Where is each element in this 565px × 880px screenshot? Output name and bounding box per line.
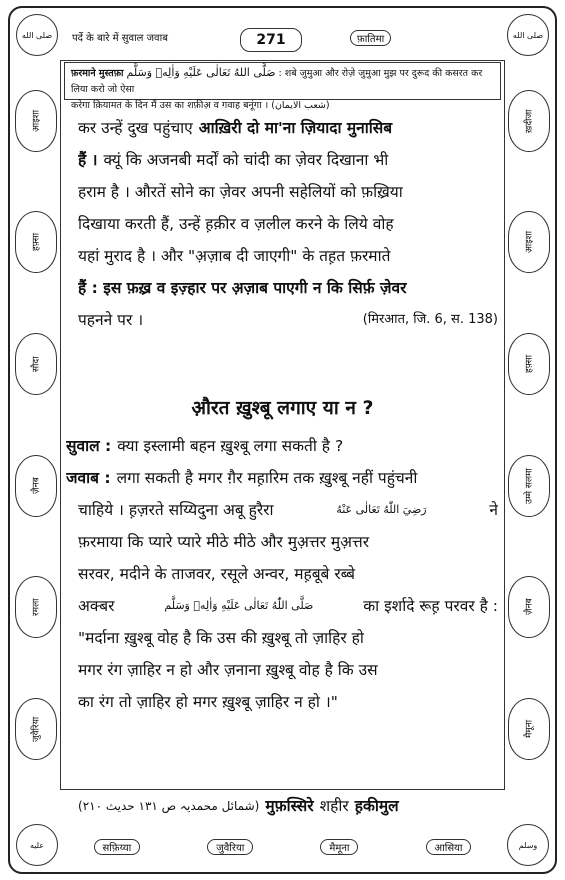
bottom-border-labels bbox=[60, 836, 505, 858]
page-number: 271 bbox=[240, 28, 302, 52]
p1-line3: हराम है । औरतें सोने का ज़ेवर अपनी सहेलियों को फ़ख़्रिया bbox=[78, 183, 403, 201]
paragraph-1 bbox=[78, 112, 498, 336]
medallion-label: ज़ैनब bbox=[31, 477, 42, 495]
medallion-label: आ़इशा bbox=[524, 231, 535, 254]
footer-arabic-ref: (شمائل محمدیہ ص ۱۳۱ حدیث ۲۱۰) bbox=[78, 799, 260, 813]
answer-line4: सरवर, मदीने के ताजवर, रसूले अन्वर, मह़बूबे रब्बे bbox=[78, 565, 355, 583]
footer-bold-end: ह़कीमुल bbox=[354, 797, 399, 815]
quote-line3: का रंग तो ज़ाहिर हो मगर ख़ुश्बू ज़ाहिर न हो ।" bbox=[78, 693, 338, 711]
section-heading: औ़रत ख़ुश्बू लगाए या न ? bbox=[191, 397, 374, 419]
side-medallion bbox=[15, 333, 57, 395]
farmane-salutation: صَلَّى اللهُ تَعَالٰى عَلَيْهِ وَاٰلِهٖ وَسَلَّم bbox=[126, 66, 276, 79]
p1-line5: यहां मुराद है । और "अ़ज़ाब दी जाएगी" के तह़त फ़रमाते bbox=[78, 247, 391, 265]
side-border-left bbox=[14, 60, 58, 790]
question-answer bbox=[66, 430, 498, 718]
quote-line1: "मर्दाना ख़ुश्बू वोह है कि उस की ख़ुश्बू तो ज़ाहिर हो bbox=[78, 629, 364, 647]
farmane-line1: : शबे जुमुआ और रोज़े जुमुआ मुझ पर दुरूद की कसरत कर लिया करो जो ऐसा bbox=[71, 68, 483, 95]
answer-label: जवाब : bbox=[66, 469, 111, 487]
question-text: क्या इस्लामी बहन ख़ुश्बू लगा सकती है ? bbox=[117, 437, 344, 455]
medallion-label: मैमूना bbox=[524, 720, 535, 739]
side-medallion bbox=[15, 698, 57, 760]
p1-line2-bold: हैं । bbox=[78, 151, 98, 169]
corner-label: عليه bbox=[29, 840, 45, 850]
side-medallion bbox=[508, 90, 550, 152]
corner-label: صلى الله bbox=[21, 30, 53, 40]
answer-line5-arabic: صَلَّى اللّٰهُ تَعَالٰى عَلَيْهِ وَاٰلِهٖ وَسَلَّم bbox=[164, 599, 314, 612]
side-medallion bbox=[15, 90, 57, 152]
side-medallion bbox=[508, 455, 550, 517]
question-label: सुवाल : bbox=[66, 437, 112, 455]
side-medallion bbox=[508, 333, 550, 395]
p1-line7: पहनने पर । bbox=[78, 311, 144, 329]
side-medallion bbox=[508, 211, 550, 273]
corner-medallion-top-left bbox=[16, 14, 58, 56]
bottom-label: जुवैरिया bbox=[207, 839, 253, 855]
medallion-label: जुवैरिया bbox=[31, 716, 42, 742]
medallion-label: आ़इशा bbox=[31, 109, 42, 132]
bottom-label: सफ़िय्या bbox=[94, 839, 141, 855]
side-medallion bbox=[15, 576, 57, 638]
corner-label: وسلم bbox=[518, 840, 538, 850]
answer-line2b: ने bbox=[489, 501, 498, 519]
medallion-label: रमला bbox=[31, 598, 42, 617]
bottom-label: आसिया bbox=[426, 839, 472, 855]
medallion-label: उम्मे सलमा bbox=[524, 467, 535, 504]
side-border-right bbox=[507, 60, 551, 790]
p1-line1-normal: कर उन्हें दुख पहुंचाए bbox=[78, 119, 193, 137]
answer-line5a: अक्बर bbox=[78, 597, 115, 615]
reference: (मिरआत, जि. 6, स. 138) bbox=[362, 312, 498, 327]
p1-line2-normal: क्यूं कि अजनबी मर्दों को चांदी का ज़ेवर दिखाना भी bbox=[103, 151, 389, 169]
side-medallion bbox=[15, 455, 57, 517]
corner-medallion-bottom-left bbox=[16, 824, 58, 866]
bottom-label: मैमूना bbox=[320, 839, 358, 855]
answer-line5b: का इर्शादे रूह़ परवर है : bbox=[363, 597, 498, 615]
medallion-label: हफ़्सा bbox=[31, 233, 42, 252]
footer-normal: शहीर bbox=[319, 797, 349, 815]
farmane-line2: करेगा क़ियामत के दिन मैं उस का शफ़ीअ़ व गवाह बनूंगा । (شعب الايمان) bbox=[71, 100, 330, 111]
answer-line2a: चाहिये । ह़ज़रते सय्यिदुना अबू हुरैरा bbox=[78, 501, 274, 519]
answer-line1: लगा सकती है मगर ग़ैर मह़ारिम तक ख़ुश्बू नहीं पहुंचनी bbox=[116, 469, 418, 487]
side-medallion bbox=[508, 576, 550, 638]
side-medallion bbox=[15, 211, 57, 273]
p1-line4: दिखाया करती हैं, उन्हें ह़क़ीर व ज़लील करने के लिये वोह bbox=[78, 215, 394, 233]
medallion-label: हफ़्सा bbox=[524, 355, 535, 374]
footer-bold: मुफ़स्सिरे bbox=[265, 797, 314, 815]
side-medallion bbox=[508, 698, 550, 760]
farmane-box bbox=[64, 62, 501, 111]
answer-line2-arabic: رَضِيَ اللّٰهُ تَعَالٰى عَنْهُ bbox=[336, 503, 427, 516]
p1-line6: हैं : इस फ़ख़्र व इज़्हार पर अ़ज़ाब पाएगी न कि सिर्फ़ ज़ेवर bbox=[78, 279, 407, 297]
p1-line1-bold: आख़िरी दो मा'ना ज़ियादा मुनासिब bbox=[198, 119, 393, 137]
medallion-label: ख़दीजा bbox=[524, 109, 535, 133]
medallion-label: ज़ैनब bbox=[524, 599, 535, 616]
farmane-label: फ़रमाने मुस्तफ़ा bbox=[71, 68, 124, 79]
answer-line3: फ़रमाया कि प्यारे प्यारे मीठे मीठे और मुअ़त्तर मुअ़त्तर bbox=[78, 533, 370, 551]
medallion-label: सौदा bbox=[31, 356, 42, 372]
footer-line bbox=[78, 790, 498, 822]
header-right-title: फ़ातिमा bbox=[350, 30, 391, 46]
corner-medallion-top-right bbox=[507, 14, 549, 56]
corner-medallion-bottom-right bbox=[507, 824, 549, 866]
header-left-title: पर्दे के बारे में सुवाल जवाब bbox=[72, 33, 168, 44]
quote-line2: मगर रंग ज़ाहिर न हो और ज़नाना ख़ुश्बू वोह है कि उस bbox=[78, 661, 378, 679]
corner-label: صلى الله bbox=[512, 30, 544, 40]
